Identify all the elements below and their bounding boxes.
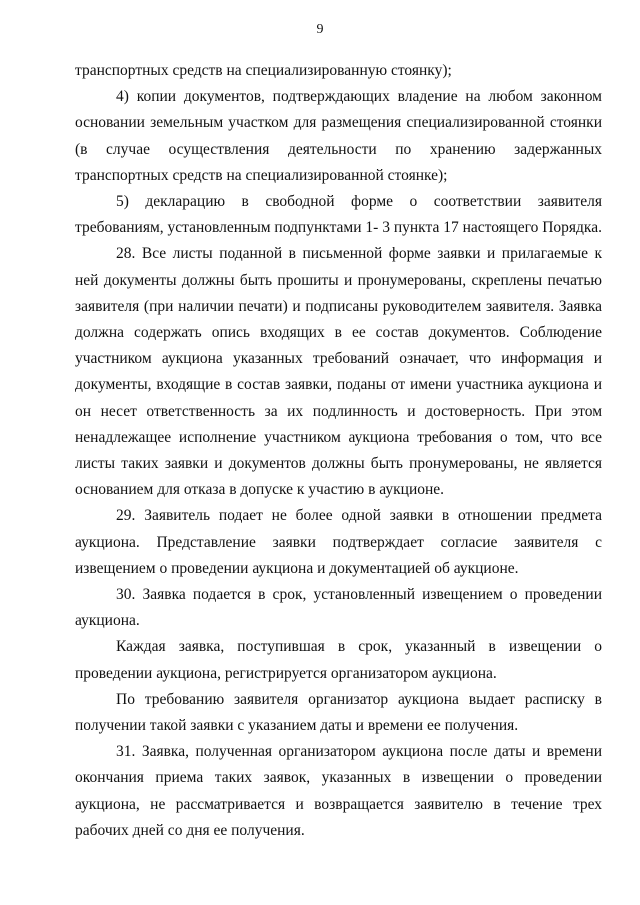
paragraph-clause-28: 28. Все листы поданной в письменной форме заявки и прилагаемые к ней документы должны быть прошиты и пронумерованы, скреплены печатью заявителя (при наличии печати) и подписаны руководителем заявителя. Заявка должна содержать опись входящих в ее состав документов. Соблюдение участником аукциона указанных требований означает, что информация и документы, входящие в состав заявки, поданы от имени участника аукциона и он несет ответственность за их подлинность и достоверность. При этом ненадлежащее исполнение участником аукциона требования о том, что все листы таких заявки и документов должны быть пронумерованы, не является основанием для отказа в допуске к участию в аукционе. bbox=[75, 245, 602, 499]
paragraph-item-5: 5) декларацию в свободной форме о соответствии заявителя требованиям, установленным подпунктами 1- 3 пункта 17 настоящего Порядка. bbox=[75, 193, 602, 237]
paragraph-continuation: транспортных средств на специализированную стоянку); bbox=[75, 62, 452, 79]
document-body bbox=[75, 58, 602, 844]
paragraph-receipt: По требованию заявителя организатор аукциона выдает расписку в получении такой заявки с указанием даты и времени ее получения. bbox=[75, 690, 602, 735]
paragraph-registration: Каждая заявка, поступившая в срок, указанный в извещении о проведении аукциона, регистрируется организатором аукциона. bbox=[75, 638, 602, 682]
paragraph-clause-29: 29. Заявитель подает не более одной заявки в отношении предмета аукциона. Представление заявки подтверждает согласие заявителя с извещением о проведении аукциона и документацией об аукционе. bbox=[75, 507, 602, 577]
paragraph-item-4: 4) копии документов, подтверждающих владение на любом законном основании земельным участком для размещения специализированной стоянки (в случае осуществления деятельности по хранению задержанных транспортных средств на специализированной стоянке); bbox=[75, 88, 602, 184]
paragraph-clause-30: 30. Заявка подается в срок, установленный извещением о проведении аукциона. bbox=[75, 586, 602, 630]
page-number: 9 bbox=[316, 22, 324, 37]
paragraph-clause-31: 31. Заявка, полученная организатором аукциона после даты и времени окончания приема таких заявок, указанных в извещении о проведении аукциона, не рассматривается и возвращается заявителю в течение трех рабочих дней со дня ее получения. bbox=[75, 743, 602, 839]
